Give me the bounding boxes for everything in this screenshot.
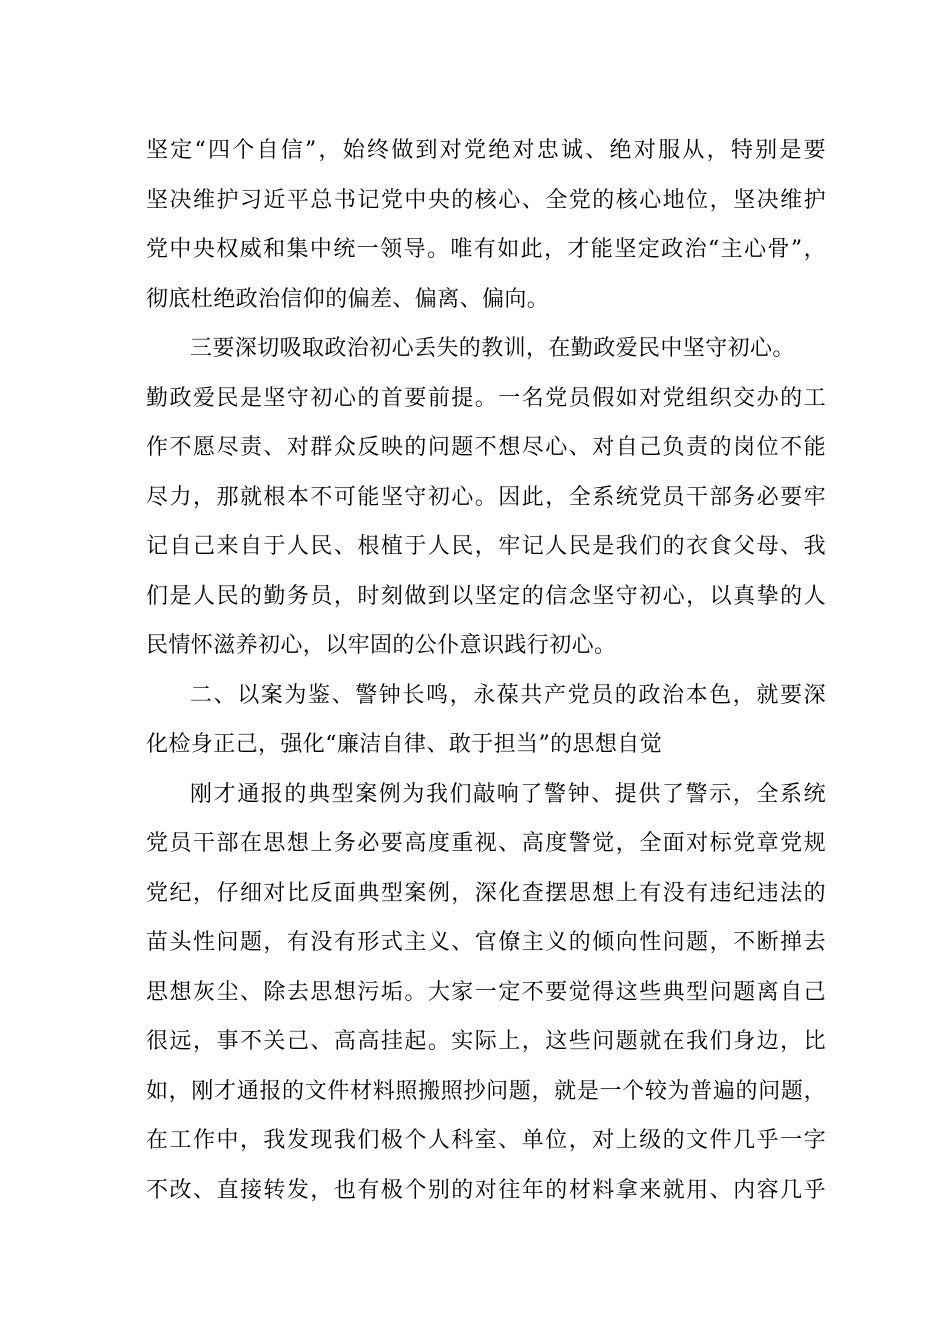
text-line: 作不愿尽责、对群众反映的问题不想尽心、对自己负责的岗位不能 — [146, 435, 826, 460]
text-line: 化检身正己，强化“廉洁自律、敢于担当”的思想自觉 — [146, 732, 663, 757]
document-body — [146, 126, 826, 1215]
text-line: 勤政爱民是坚守初心的首要前提。一名党员假如对党组织交办的工 — [146, 385, 826, 411]
text-line: 苗头性问题，有没有形式主义、官僚主义的倾向性问题，不断掸去 — [146, 930, 826, 955]
text-line: 党中央权威和集中统一领导。唯有如此，才能坚定政治“主心骨”， — [146, 237, 826, 262]
text-line: 民情怀滋养初心，以牢固的公仆意识践行初心。 — [146, 633, 617, 658]
text-line: 二、以案为鉴、警钟长鸣，永葆共产党员的政治本色，就要深 — [190, 682, 826, 708]
text-line: 如，刚才通报的文件材料照搬照抄问题，就是一个较为普遍的问题， — [146, 1078, 826, 1104]
text-line: 在工作中，我发现我们极个人科室、单位，对上级的文件几乎一字 — [146, 1128, 826, 1153]
text-line: 坚定“四个自信”，始终做到对党绝对忠诚、绝对服从，特别是要 — [146, 138, 826, 163]
text-line: 很远，事不关己、高高挂起。实际上，这些问题就在我们身边，比 — [146, 1029, 826, 1054]
text-line: 彻底杜绝政治信仰的偏差、偏离、偏向。 — [146, 286, 550, 312]
text-line: 尽力，那就根本不可能坚守初心。因此，全系统党员干部务必要牢 — [146, 484, 826, 510]
text-line: 们是人民的勤务员，时刻做到以坚定的信念坚守初心，以真挚的人 — [146, 583, 826, 609]
text-line: 思想灰尘、除去思想污垢。大家一定不要觉得这些典型问题离自己 — [146, 979, 826, 1005]
text-line: 记自己来自于人民、根植于人民，牢记人民是我们的衣食父母、我 — [146, 534, 826, 559]
text-line: 三要深切吸取政治初心丢失的教训，在勤政爱民中坚守初心。 — [190, 336, 795, 361]
text-line: 不改、直接转发，也有极个别的对往年的材料拿来就用、内容几乎 — [146, 1177, 826, 1203]
text-line: 坚决维护习近平总书记党中央的核心、全党的核心地位，坚决维护 — [146, 187, 826, 213]
text-line: 党纪，仔细对比反面典型案例，深化查摆思想上有没有违纪违法的 — [146, 880, 826, 906]
text-line: 党员干部在思想上务必要高度重视、高度警觉，全面对标党章党规 — [146, 831, 826, 856]
text-line: 刚才通报的典型案例为我们敲响了警钟、提供了警示，全系统 — [190, 781, 826, 807]
